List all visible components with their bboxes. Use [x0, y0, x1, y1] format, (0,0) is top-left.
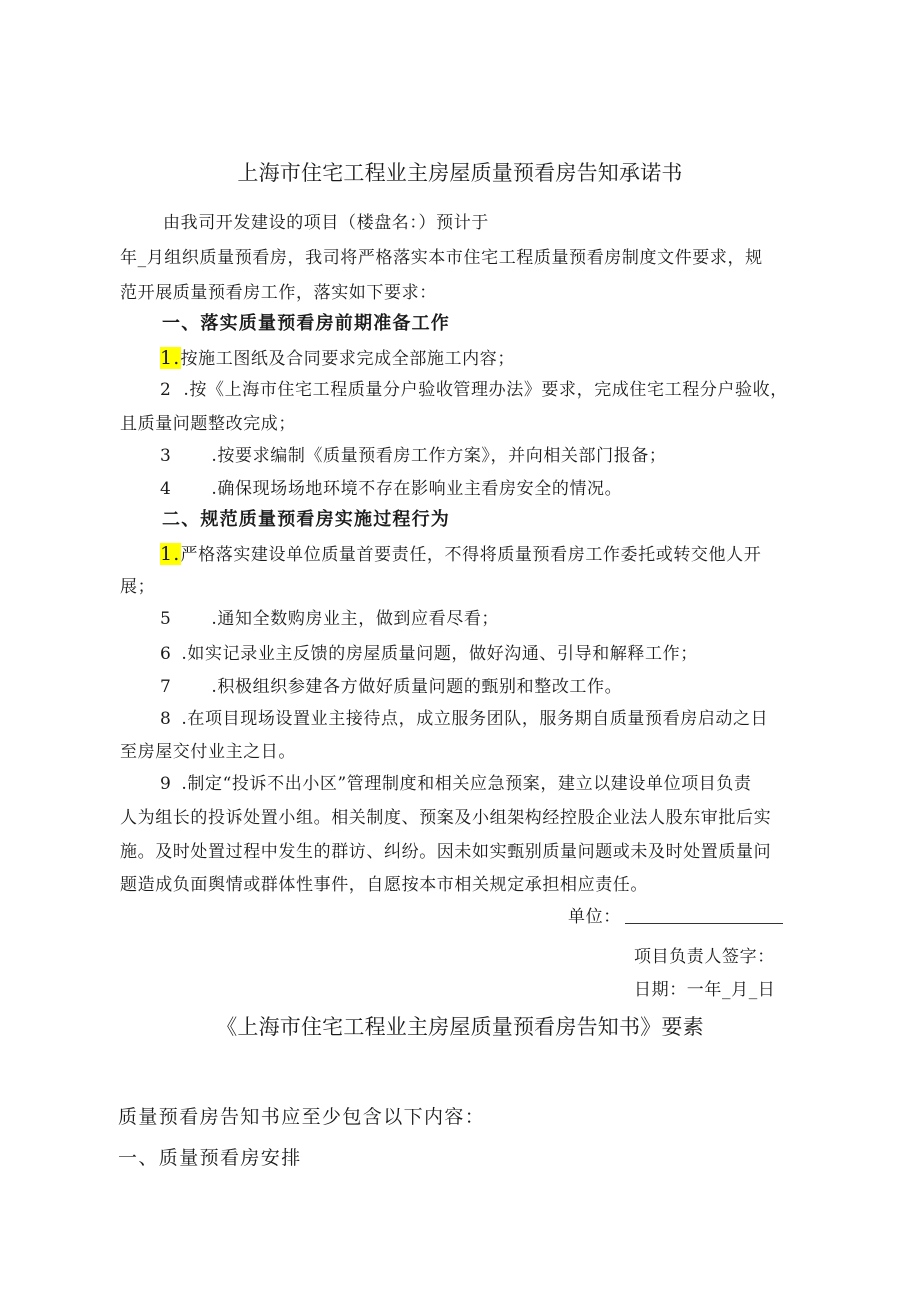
section-2-item-8: [160, 707, 768, 731]
section-2-item-7: [160, 675, 622, 699]
signature-date: 日期：一年_月_日: [634, 980, 776, 1000]
item-text: .按《上海市住宅工程质量分户验收管理办法》要求，完成住宅工程分户验收，: [183, 380, 788, 400]
item-text: .制定“投诉不出小区”管理制度和相关应急预案，建立以建设单位项目负责: [181, 774, 752, 794]
item-number: 5: [160, 609, 172, 629]
item-text: .在项目现场设置业主接待点，成立服务团队，服务期自质量预看房启动之日: [181, 709, 769, 729]
item-number: 4: [160, 479, 172, 499]
document-title: 上海市住宅工程业主房屋质量预看房告知承诺书: [237, 161, 683, 185]
section-1-item-2-cont: 且质量问题整改完成；: [120, 414, 296, 434]
section-2-item-9-cont-1: 人为组长的投诉处置小组。相关制度、预案及小组架构经控股企业法人股东审批后实: [120, 808, 772, 828]
item-text: .如实记录业主反馈的房屋质量问题，做好沟通、引导和解释工作；: [181, 644, 698, 664]
item-number: 9: [160, 774, 172, 794]
section-1-heading: 一、落实质量预看房前期准备工作: [162, 313, 450, 334]
item-text: .通知全数购房业主，做到应看尽看；: [211, 609, 500, 629]
signature-unit: [568, 905, 783, 929]
item-text: 严格落实建设单位质量首要责任，不得将质量预看房工作委托或转交他人开: [180, 545, 762, 565]
section-2-heading: 二、规范质量预看房实施过程行为: [162, 509, 450, 530]
item-text: .积极组织参建各方做好质量问题的甄别和整改工作。: [211, 677, 623, 697]
section-2-item-5: [160, 607, 499, 631]
item-number-highlight: 1.: [160, 543, 181, 565]
intro-line-3: 范开展质量预看房工作，落实如下要求：: [120, 283, 437, 303]
section-1-item-4: [160, 477, 622, 501]
elements-title: 《上海市住宅工程业主房屋质量预看房告知书》要素: [216, 1015, 704, 1039]
unit-label: 单位：: [568, 907, 621, 927]
item-number: 6: [160, 644, 172, 664]
item-number: 8: [160, 709, 172, 729]
section-2-item-9-cont-2: 施。及时处置过程中发生的群访、纠纷。因未如实甄别质量问题或未及时处置质量问: [120, 842, 772, 862]
section-1-item-1: [160, 346, 515, 371]
elements-section-1-heading: 一、质量预看房安排: [118, 1147, 302, 1169]
item-text: 按施工图纸及合同要求完成全部施工内容；: [180, 349, 515, 369]
section-1-item-3: [160, 444, 667, 468]
section-2-item-1-cont: 展；: [120, 577, 156, 597]
item-number: 3: [160, 446, 172, 466]
item-number-highlight: 1.: [160, 347, 181, 369]
section-2-item-6: [160, 642, 698, 666]
section-2-item-1: [160, 542, 761, 567]
elements-intro: 质量预看房告知书应至少包含以下内容：: [118, 1106, 486, 1128]
section-2-item-8-cont: 至房屋交付业主之日。: [120, 742, 296, 762]
section-2-item-9: [160, 772, 752, 796]
signature-signer: 项目负责人签字：: [634, 947, 775, 967]
item-text: .确保现场场地环境不存在影响业主看房安全的情况。: [211, 479, 623, 499]
intro-line-2: 年_月组织质量预看房，我司将严格落实本市住宅工程质量预看房制度文件要求，规: [120, 248, 763, 268]
intro-line-1: 由我司开发建设的项目（楼盘名：）预计于: [163, 213, 489, 233]
item-number: 7: [160, 677, 172, 697]
section-2-item-9-cont-3: 题造成负面舆情或群体性事件，自愿按本市相关规定承担相应责任。: [120, 875, 648, 895]
section-1-item-2: [160, 378, 788, 402]
unit-blank-line: [625, 907, 783, 924]
item-text: .按要求编制《质量预看房工作方案》，并向相关部门报备；: [211, 446, 667, 466]
item-number: 2: [160, 380, 172, 400]
